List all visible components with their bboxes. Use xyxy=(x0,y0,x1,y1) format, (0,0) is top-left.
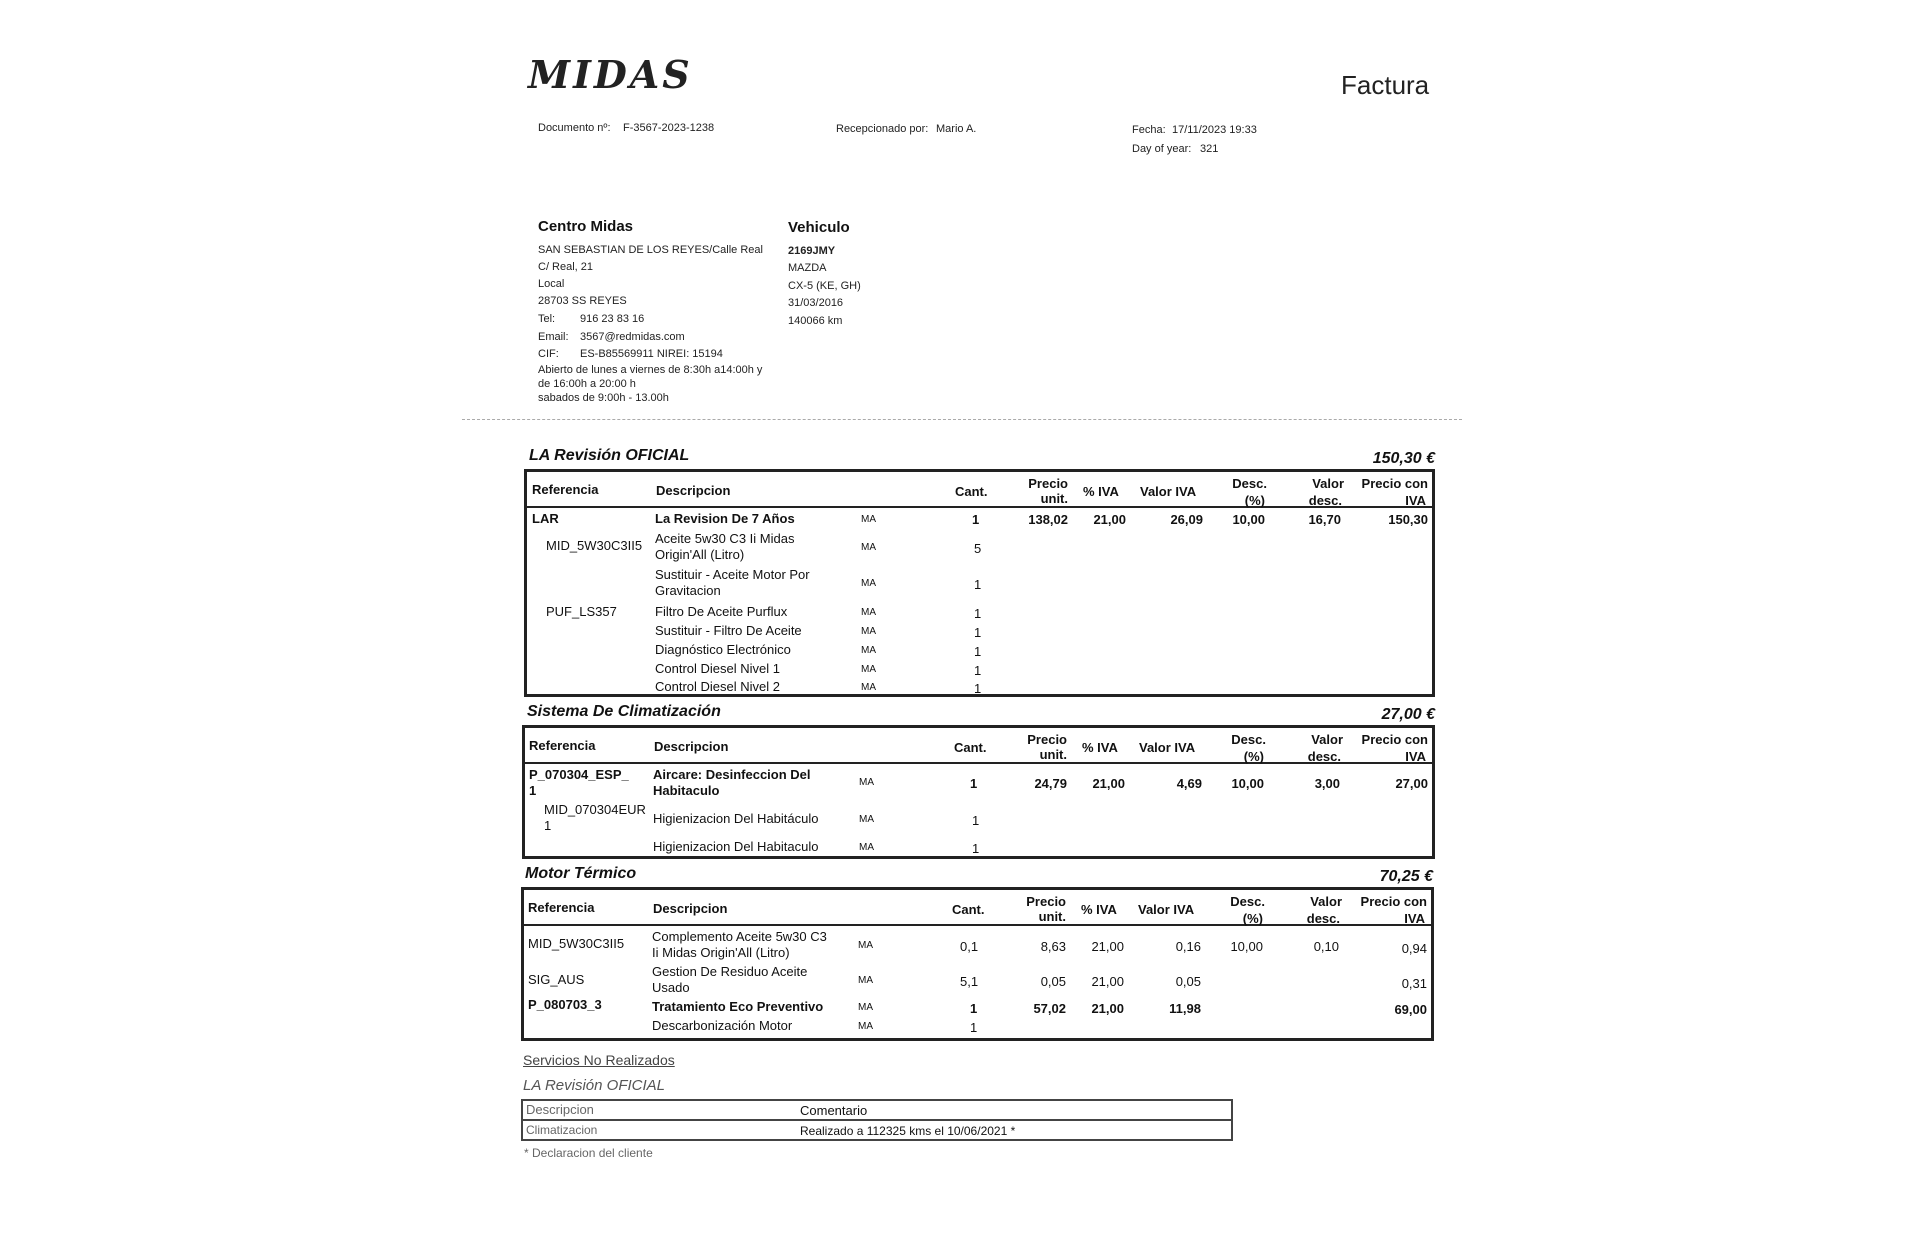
table-row-cant: 1 xyxy=(974,681,982,696)
table-row-precio: 24,79 xyxy=(1034,776,1067,791)
table-row-ref: MID_070304EUR xyxy=(544,802,646,817)
table-row-ma: MA xyxy=(861,542,876,553)
nr-col-descripcion: Descripcion xyxy=(526,1102,594,1117)
table-row-desc: Gravitacion xyxy=(655,583,721,598)
centro-title: Centro Midas xyxy=(538,218,634,235)
col-precio-con-iva: IVA xyxy=(1404,911,1425,926)
col-desc: Desc. xyxy=(1232,476,1267,491)
section-total-motor: 70,25 € xyxy=(1379,868,1433,885)
table-row-precio-iva: 0,31 xyxy=(1401,976,1427,991)
col-cant: Cant. xyxy=(954,740,987,755)
col-iva: % IVA xyxy=(1081,902,1117,917)
col-valor: Valor xyxy=(1311,732,1343,747)
section-title-revision: LA Revisión OFICIAL xyxy=(529,447,690,464)
table-row-desc: Higienizacion Del Habitáculo xyxy=(653,811,819,826)
table-row-ref: LAR xyxy=(532,511,559,526)
col-valor-desc: desc. xyxy=(1306,911,1340,926)
no-realizados-title: Servicios No Realizados xyxy=(523,1052,675,1068)
email-label: Email: xyxy=(538,331,569,343)
cif-value: ES-B85569911 NIREI: 15194 xyxy=(580,348,723,360)
col-descripcion: Descripcion xyxy=(653,901,728,916)
col-descripcion: Descripcion xyxy=(656,483,731,498)
table-row-precio: 8,63 xyxy=(1040,939,1066,954)
col-valor-iva: Valor IVA xyxy=(1140,484,1197,499)
table-row-precio: 138,02 xyxy=(1028,512,1068,527)
separator xyxy=(462,419,1462,420)
table-row-ma: MA xyxy=(861,645,876,656)
col-desc-pct: (%) xyxy=(1243,749,1264,764)
table-row-ref: MID_5W30C3II5 xyxy=(546,538,643,553)
col-precio: Precio xyxy=(1026,894,1066,909)
nr-row-comentario: Realizado a 112325 kms el 10/06/2021 * xyxy=(800,1124,1016,1138)
table-row-ma: MA xyxy=(861,664,876,675)
col-referencia: Referencia xyxy=(528,900,595,915)
table-row-precio-iva: 0,94 xyxy=(1401,941,1427,956)
day-of-year-value: 321 xyxy=(1200,143,1219,155)
table-row-ma: MA xyxy=(859,842,874,853)
table-row-desc: Sustituir - Filtro De Aceite xyxy=(655,623,802,638)
col-precio-unit: unit. xyxy=(1040,491,1068,506)
table-row-desc: Control Diesel Nivel 2 xyxy=(655,679,780,694)
centro-address-2: C/ Real, 21 xyxy=(538,261,594,273)
col-precio: Precio xyxy=(1027,732,1067,747)
table-row-desc: Aceite 5w30 C3 Ii Midas xyxy=(655,531,795,546)
col-valor-iva: Valor IVA xyxy=(1138,902,1195,917)
table-row-valor-iva: 0,05 xyxy=(1175,974,1201,989)
table-row-ref: SIG_AUS xyxy=(528,972,585,987)
table-row-desc: Gestion De Residuo Aceite xyxy=(652,964,808,979)
table-row-desc-pct: 10,00 xyxy=(1231,776,1264,791)
col-referencia: Referencia xyxy=(529,738,596,753)
table-row-ref: 1 xyxy=(529,783,537,798)
documento-value: F-3567-2023-1238 xyxy=(623,122,715,134)
no-realizados-header-line xyxy=(523,1119,1231,1121)
table-row-precio-iva: 69,00 xyxy=(1394,1002,1427,1017)
table-row-ref: PUF_LS357 xyxy=(546,604,617,619)
col-descripcion: Descripcion xyxy=(654,739,729,754)
table-row-ma: MA xyxy=(859,777,874,788)
nr-col-comentario: Comentario xyxy=(800,1103,868,1118)
email-value: 3567@redmidas.com xyxy=(580,331,685,343)
centro-address-3: Local xyxy=(538,278,565,290)
table-row-valor-iva: 4,69 xyxy=(1176,776,1202,791)
table-row-cant: 1 xyxy=(970,776,978,791)
table-row-desc: Ii Midas Origin'All (Litro) xyxy=(652,945,790,960)
table-row-cant: 5 xyxy=(974,541,982,556)
col-precio-con: Precio con xyxy=(1361,476,1428,491)
table-row-iva: 21,00 xyxy=(1091,939,1124,954)
cif-label: CIF: xyxy=(538,348,559,360)
table-row-desc: La Revision De 7 Años xyxy=(655,511,795,526)
documento-label: Documento nº: xyxy=(538,122,611,134)
table-row-precio: 0,05 xyxy=(1040,974,1066,989)
table-row-cant: 1 xyxy=(974,606,982,621)
table-row-precio-iva: 150,30 xyxy=(1388,512,1428,527)
col-referencia: Referencia xyxy=(532,482,599,497)
table-row-desc: Higienizacion Del Habitaculo xyxy=(653,839,819,854)
section-total-climatizacion: 27,00 € xyxy=(1381,706,1435,723)
table-row-iva: 21,00 xyxy=(1091,1001,1124,1016)
table-row-ma: MA xyxy=(861,607,876,618)
vehicle-model: CX-5 (KE, GH) xyxy=(788,280,861,292)
col-valor-desc: desc. xyxy=(1307,749,1341,764)
table-row-desc: Diagnóstico Electrónico xyxy=(655,642,791,657)
table-row-valor-desc: 3,00 xyxy=(1314,776,1340,791)
table-row-iva: 21,00 xyxy=(1092,776,1125,791)
recepcionado-value: Mario A. xyxy=(936,123,977,135)
vehicle-brand: MAZDA xyxy=(788,262,827,274)
table-row-ma: MA xyxy=(861,682,876,693)
table-row-cant: 1 xyxy=(974,577,982,592)
table-row-valor-desc: 0,10 xyxy=(1313,939,1339,954)
table-row-ma: MA xyxy=(861,578,876,589)
section-title-climatizacion: Sistema De Climatización xyxy=(527,703,721,720)
section-total-revision: 150,30 € xyxy=(1372,450,1435,467)
table-row-ref: MID_5W30C3II5 xyxy=(528,936,625,951)
table-row-desc-pct: 10,00 xyxy=(1230,939,1263,954)
table-row-valor-iva: 26,09 xyxy=(1170,512,1203,527)
table-row-ma: MA xyxy=(858,940,873,951)
col-precio-unit: unit. xyxy=(1038,909,1066,924)
col-valor-desc: desc. xyxy=(1308,493,1342,508)
vehicle-date: 31/03/2016 xyxy=(788,297,844,309)
table-row-valor-desc: 16,70 xyxy=(1308,512,1341,527)
col-iva: % IVA xyxy=(1082,740,1118,755)
table-row-precio-iva: 27,00 xyxy=(1395,776,1428,791)
col-precio-con-iva: IVA xyxy=(1405,749,1426,764)
table-row-ref: P_080703_3 xyxy=(528,997,602,1012)
table-row-cant: 1 xyxy=(974,625,982,640)
table-row-desc-pct: 10,00 xyxy=(1232,512,1265,527)
col-precio: Precio xyxy=(1028,476,1068,491)
table-row-ma: MA xyxy=(861,626,876,637)
col-cant: Cant. xyxy=(955,484,988,499)
table-row-cant: 1 xyxy=(974,644,982,659)
col-precio-unit: unit. xyxy=(1039,747,1067,762)
tel-label: Tel: xyxy=(538,313,556,325)
table-row-desc: Tratamiento Eco Preventivo xyxy=(652,999,824,1014)
centro-address-4: 28703 SS REYES xyxy=(538,295,627,307)
table-row-ma: MA xyxy=(858,1021,873,1032)
table-row-desc: Sustituir - Aceite Motor Por xyxy=(655,567,810,582)
table-row-desc: Origin'All (Litro) xyxy=(655,547,745,562)
col-desc: Desc. xyxy=(1231,732,1266,747)
col-valor-iva: Valor IVA xyxy=(1139,740,1196,755)
hours-line-1: Abierto de lunes a viernes de 8:30h a14:00h y xyxy=(538,364,763,376)
table-row-desc: Filtro De Aceite Purflux xyxy=(655,604,788,619)
section-title-motor: Motor Térmico xyxy=(525,865,637,882)
table-row-desc: Usado xyxy=(652,980,690,995)
col-precio-con: Precio con xyxy=(1361,732,1428,747)
day-of-year-label: Day of year: xyxy=(1132,143,1192,155)
table-row-cant: 1 xyxy=(972,841,980,856)
hours-line-2: de 16:00h a 20:00 h xyxy=(538,378,636,390)
nr-row-descripcion: Climatizacion xyxy=(526,1123,598,1137)
table-row-desc: Descarbonización Motor xyxy=(652,1018,793,1033)
table-row-ma: MA xyxy=(861,514,876,525)
table-row-cant: 1 xyxy=(972,813,980,828)
table-row-valor-iva: 0,16 xyxy=(1175,939,1201,954)
table-row-cant: 1 xyxy=(970,1020,978,1035)
table-row-ref: 1 xyxy=(544,818,552,833)
table-row-ref: P_070304_ESP_ xyxy=(529,767,629,782)
col-valor: Valor xyxy=(1310,894,1342,909)
fecha-value: 17/11/2023 19:33 xyxy=(1172,124,1257,136)
col-desc: Desc. xyxy=(1230,894,1265,909)
table-row-cant: 1 xyxy=(972,512,980,527)
table-row-iva: 21,00 xyxy=(1091,974,1124,989)
no-realizados-section: LA Revisión OFICIAL xyxy=(523,1077,665,1094)
table-row-desc: Habitaculo xyxy=(653,783,720,798)
tel-value: 916 23 83 16 xyxy=(580,313,645,325)
table-row-cant: 0,1 xyxy=(960,939,979,954)
table-row-ma: MA xyxy=(859,814,874,825)
vehiculo-title: Vehiculo xyxy=(788,219,850,236)
col-desc-pct: (%) xyxy=(1244,493,1265,508)
fecha-label: Fecha: xyxy=(1132,124,1166,136)
table-row-valor-iva: 11,98 xyxy=(1169,1001,1201,1016)
vehicle-km: 140066 km xyxy=(788,315,843,327)
table-row-ma: MA xyxy=(858,1002,873,1013)
table-row-precio: 57,02 xyxy=(1033,1001,1066,1016)
col-iva: % IVA xyxy=(1083,484,1119,499)
table-row-ma: MA xyxy=(858,975,873,986)
document-type-title: Factura xyxy=(1341,70,1430,100)
centro-address-1: SAN SEBASTIAN DE LOS REYES/Calle Real xyxy=(538,244,763,256)
recepcionado-label: Recepcionado por: xyxy=(836,123,929,135)
col-precio-con: Precio con xyxy=(1360,894,1427,909)
col-desc-pct: (%) xyxy=(1242,911,1263,926)
midas-logo: MIDAS xyxy=(528,52,693,97)
table-row-cant: 1 xyxy=(970,1001,978,1016)
col-cant: Cant. xyxy=(952,902,985,917)
table-row-cant: 1 xyxy=(974,663,982,678)
table-row-iva: 21,00 xyxy=(1093,512,1126,527)
table-row-desc: Control Diesel Nivel 1 xyxy=(655,661,780,676)
col-valor: Valor xyxy=(1312,476,1344,491)
table-row-cant: 5,1 xyxy=(960,974,979,989)
table-row-desc: Complemento Aceite 5w30 C3 xyxy=(652,929,827,944)
table-row-desc: Aircare: Desinfeccion Del xyxy=(653,767,811,782)
col-precio-con-iva: IVA xyxy=(1405,493,1426,508)
hours-line-3: sabados de 9:00h - 13.00h xyxy=(538,392,669,404)
footnote: * Declaracion del cliente xyxy=(524,1146,653,1160)
vehicle-plate: 2169JMY xyxy=(788,245,836,257)
